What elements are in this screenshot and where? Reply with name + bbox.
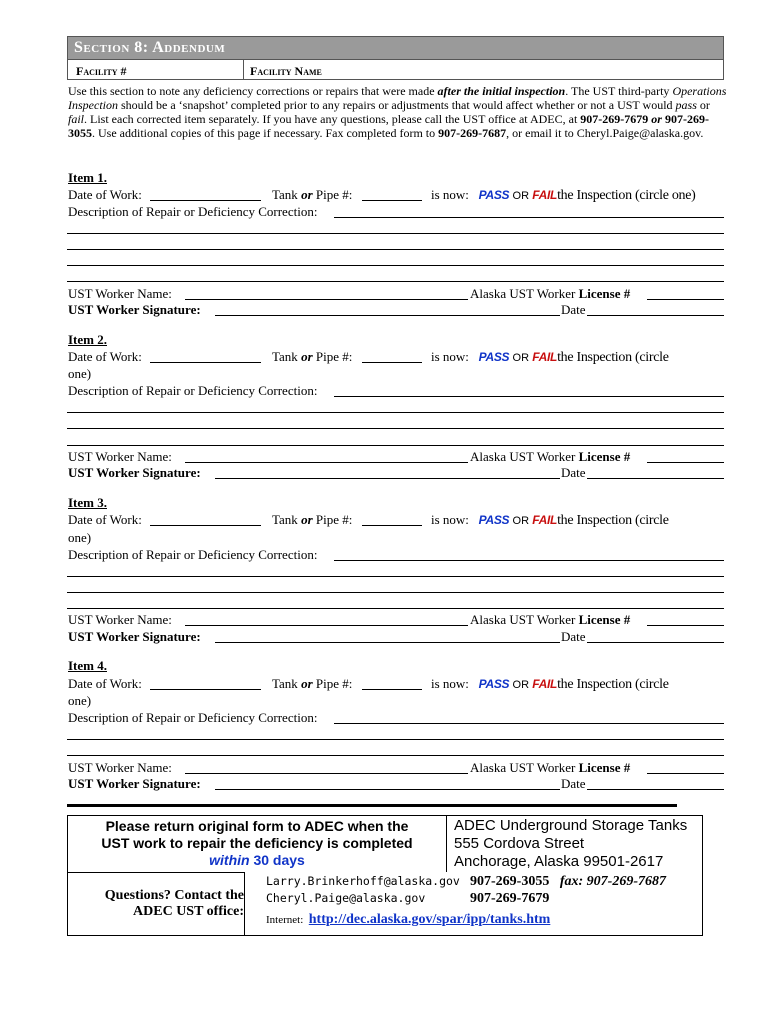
license-bold: License #: [578, 286, 631, 301]
intro-fax: 907-269-7687: [438, 126, 507, 140]
section-header-bar: [67, 36, 724, 60]
days-text: 30 days: [249, 852, 305, 868]
footer-contact-box: [67, 815, 703, 936]
questions-line-2: ADEC UST office:: [133, 904, 244, 919]
item-2-signature-label: UST Worker Signature:: [68, 465, 201, 480]
item-1-date-sign-field[interactable]: [587, 303, 724, 316]
intro-text: or: [696, 98, 710, 112]
facility-divider: [243, 60, 244, 79]
intro-text: . List each corrected item separately. If you have any questions, please call the UST office at ADEC, at: [84, 112, 581, 126]
item-1-worker-name-field[interactable]: [185, 287, 468, 300]
license-prefix: Alaska UST Worker: [470, 760, 579, 775]
item-4-tank-label: [272, 676, 352, 691]
item-3-description-line[interactable]: [67, 608, 724, 609]
item-1-description-line[interactable]: [67, 281, 724, 282]
footer-divider-questions: [244, 872, 245, 936]
item-4-description-field[interactable]: [334, 711, 724, 724]
item-4-date-sign-field[interactable]: [587, 777, 724, 790]
item-1-date-label: Date of Work:: [68, 187, 142, 202]
questions-contact: [68, 888, 244, 920]
license-prefix: Alaska UST Worker: [470, 449, 579, 464]
item-2-pass-option[interactable]: PASS: [478, 350, 510, 364]
website-link[interactable]: http://dec.alaska.gov/spar/ipp/tanks.htm: [308, 912, 551, 927]
item-3-worker-name-field[interactable]: [185, 613, 468, 626]
item-4-date-label: Date of Work:: [68, 676, 142, 691]
item-3-date-sign-label: Date: [561, 629, 586, 644]
item-2-worker-name-field[interactable]: [185, 450, 468, 463]
is-now-label: is now:: [431, 349, 469, 364]
item-4-worker-name-field[interactable]: [185, 761, 468, 774]
is-now-label: is now:: [431, 187, 469, 202]
item-2-date-sign-label: Date: [561, 465, 586, 480]
return-line-2: UST work to repair the deficiency is completed: [101, 835, 413, 851]
item-2-date-sign-field[interactable]: [587, 466, 724, 479]
item-2-description-field[interactable]: [334, 384, 724, 397]
or-caps: OR: [512, 190, 530, 202]
item-3-worker-name-label: UST Worker Name:: [68, 612, 172, 627]
license-bold: License #: [578, 760, 631, 775]
tank-word: Tank: [272, 187, 298, 202]
item-1-description-line[interactable]: [67, 249, 724, 250]
item-4-worker-name-label: UST Worker Name:: [68, 760, 172, 775]
license-prefix: Alaska UST Worker: [470, 286, 579, 301]
pipe-word: Pipe #:: [315, 512, 353, 527]
item-1-date-sign-label: Date: [561, 302, 586, 317]
item-2-date-field[interactable]: [150, 350, 261, 363]
item-3-pass-option[interactable]: PASS: [478, 513, 510, 527]
inspection-label: the Inspection (circle one): [557, 188, 696, 203]
address-line-2: 555 Cordova Street: [454, 835, 585, 852]
return-instructions: [68, 818, 446, 869]
intro-italic: pass: [675, 98, 697, 112]
license-bold: License #: [578, 612, 631, 627]
phone-2: 907-269-7679: [470, 891, 550, 906]
item-2-fail-option[interactable]: FAIL: [532, 350, 558, 364]
item-2-signature-field[interactable]: [215, 466, 560, 479]
pipe-word: Pipe #:: [315, 349, 353, 364]
facility-number-label: Facility #: [76, 64, 127, 78]
return-line-1: Please return original form to ADEC when the: [105, 818, 409, 834]
item-3-description-label: Description of Repair or Deficiency Correction:: [68, 547, 318, 562]
item-4-title: Item 4.: [68, 658, 107, 673]
item-2-title: Item 2.: [68, 332, 107, 347]
item-1-signature-label: UST Worker Signature:: [68, 302, 201, 317]
return-deadline: [68, 852, 446, 869]
footer-divider-vertical: [446, 816, 447, 872]
section-title: Section 8: Addendum: [74, 39, 226, 56]
item-1-title: Item 1.: [68, 170, 107, 185]
item-4-tank-field[interactable]: [362, 677, 422, 690]
footer-divider-horizontal: [68, 872, 244, 873]
item-3-signature-field[interactable]: [215, 630, 560, 643]
item-3-license-label: [470, 612, 630, 627]
item-3-one-wrap: one): [68, 530, 92, 545]
item-2-description-line[interactable]: [67, 445, 724, 446]
facility-row: [67, 60, 724, 80]
questions-line-1: Questions? Contact the: [104, 888, 244, 903]
item-3-description-line[interactable]: [67, 576, 724, 577]
item-4-description-label: Description of Repair or Deficiency Correction:: [68, 710, 318, 725]
contact-phones: [470, 873, 666, 907]
intro-paragraph: [68, 84, 728, 140]
item-4-license-label: [470, 760, 630, 775]
item-1-date-field[interactable]: [150, 188, 261, 201]
adec-address: [454, 817, 687, 871]
item-2-tank-label: [272, 349, 352, 364]
item-4-fail-option[interactable]: FAIL: [532, 677, 558, 691]
item-1-license-label: [470, 286, 630, 301]
item-1-worker-name-label: UST Worker Name:: [68, 286, 172, 301]
item-4-license-field[interactable]: [647, 761, 724, 774]
item-1-description-field[interactable]: [334, 205, 724, 218]
item-2-one-wrap: one): [68, 366, 92, 381]
intro-phone: 907-269-7679: [580, 112, 649, 126]
item-1-tank-label: [272, 187, 352, 202]
intro-text: Use this section to note any deficiency corrections or repairs that were made: [68, 84, 438, 98]
item-2-description-line[interactable]: [67, 412, 724, 413]
item-3-date-label: Date of Work:: [68, 512, 142, 527]
item-1-pass-option[interactable]: PASS: [478, 188, 510, 202]
intro-text: , or email it to Cheryl.Paige@alaska.gov.: [506, 126, 704, 140]
contact-emails: [266, 873, 460, 907]
is-now-label: is now:: [431, 512, 469, 527]
footer-separator: [67, 804, 677, 807]
item-4-status: [431, 676, 669, 693]
item-3-tank-field[interactable]: [362, 513, 422, 526]
intro-text: . Use additional copies of this page if necessary. Fax completed form to: [92, 126, 439, 140]
internet-label: Internet:: [266, 914, 304, 926]
intro-text: . The UST third-party: [565, 84, 673, 98]
item-4-signature-field[interactable]: [215, 777, 560, 790]
is-now-label: is now:: [431, 676, 469, 691]
item-1-signature-field[interactable]: [215, 303, 560, 316]
item-3-date-field[interactable]: [150, 513, 261, 526]
or-caps: OR: [512, 352, 530, 364]
item-4-description-line[interactable]: [67, 739, 724, 740]
item-2-description-label: Description of Repair or Deficiency Correction:: [68, 383, 318, 398]
item-1-description-line[interactable]: [67, 265, 724, 266]
item-3-tank-label: [272, 512, 352, 527]
intro-phone: 907-269-3055: [68, 112, 709, 140]
item-3-title: Item 3.: [68, 495, 107, 510]
or-word: or: [301, 349, 313, 364]
tank-word: Tank: [272, 512, 298, 527]
intro-italic: Operations Inspection: [68, 84, 727, 112]
phone-1: 907-269-3055: [470, 874, 550, 889]
item-3-fail-option[interactable]: FAIL: [532, 513, 558, 527]
or-caps: OR: [512, 679, 530, 691]
item-1-tank-field[interactable]: [362, 188, 422, 201]
item-2-tank-field[interactable]: [362, 350, 422, 363]
item-4-date-field[interactable]: [150, 677, 261, 690]
item-2-description-line[interactable]: [67, 428, 724, 429]
item-2-license-field[interactable]: [647, 450, 724, 463]
intro-italic: fail: [68, 112, 85, 126]
item-3-license-field[interactable]: [647, 613, 724, 626]
pipe-word: Pipe #:: [315, 676, 353, 691]
address-line-1: ADEC Underground Storage Tanks: [454, 817, 688, 834]
item-1-description-line[interactable]: [67, 233, 724, 234]
item-4-date-sign-label: Date: [561, 776, 586, 791]
address-line-3: Anchorage, Alaska 99501-2617: [454, 853, 664, 870]
tank-word: Tank: [272, 676, 298, 691]
tank-word: Tank: [272, 349, 298, 364]
inspection-label: the Inspection (circle: [557, 350, 669, 365]
item-2-date-label: Date of Work:: [68, 349, 142, 364]
email-larry[interactable]: Larry.Brinkerhoff@alaska.gov: [266, 874, 460, 888]
item-4-one-wrap: one): [68, 693, 92, 708]
license-prefix: Alaska UST Worker: [470, 612, 579, 627]
item-3-date-sign-field[interactable]: [587, 630, 724, 643]
facility-name-label: Facility Name: [250, 64, 322, 78]
email-cheryl[interactable]: Cheryl.Paige@alaska.gov: [266, 891, 426, 905]
or-word: or: [301, 512, 313, 527]
within-word: within: [209, 852, 250, 868]
item-4-description-line[interactable]: [67, 755, 724, 756]
item-2-worker-name-label: UST Worker Name:: [68, 449, 172, 464]
or-word: or: [301, 187, 313, 202]
intro-emphasis: after the initial inspection: [437, 84, 566, 98]
inspection-label: the Inspection (circle: [557, 513, 669, 528]
intro-text: should be a ‘snapshot’ completed prior to any repairs or adjustments that would affect whether or not a UST would: [118, 98, 676, 112]
item-2-license-label: [470, 449, 630, 464]
item-4-pass-option[interactable]: PASS: [478, 677, 510, 691]
license-bold: License #: [578, 449, 631, 464]
fax-number: fax: 907-269-7687: [559, 874, 666, 889]
inspection-label: the Inspection (circle: [557, 677, 669, 692]
item-2-status: [431, 349, 669, 366]
item-4-signature-label: UST Worker Signature:: [68, 776, 201, 791]
item-3-description-line[interactable]: [67, 592, 724, 593]
or-caps: OR: [512, 515, 530, 527]
intro-or: or: [648, 112, 665, 126]
internet-row: [266, 912, 550, 928]
item-1-status: [431, 187, 696, 204]
or-word: or: [301, 676, 313, 691]
item-1-license-field[interactable]: [647, 287, 724, 300]
item-1-description-label: Description of Repair or Deficiency Correction:: [68, 204, 318, 219]
item-1-fail-option[interactable]: FAIL: [532, 188, 558, 202]
item-3-description-field[interactable]: [334, 548, 724, 561]
item-3-signature-label: UST Worker Signature:: [68, 629, 201, 644]
pipe-word: Pipe #:: [315, 187, 353, 202]
item-3-status: [431, 512, 669, 529]
